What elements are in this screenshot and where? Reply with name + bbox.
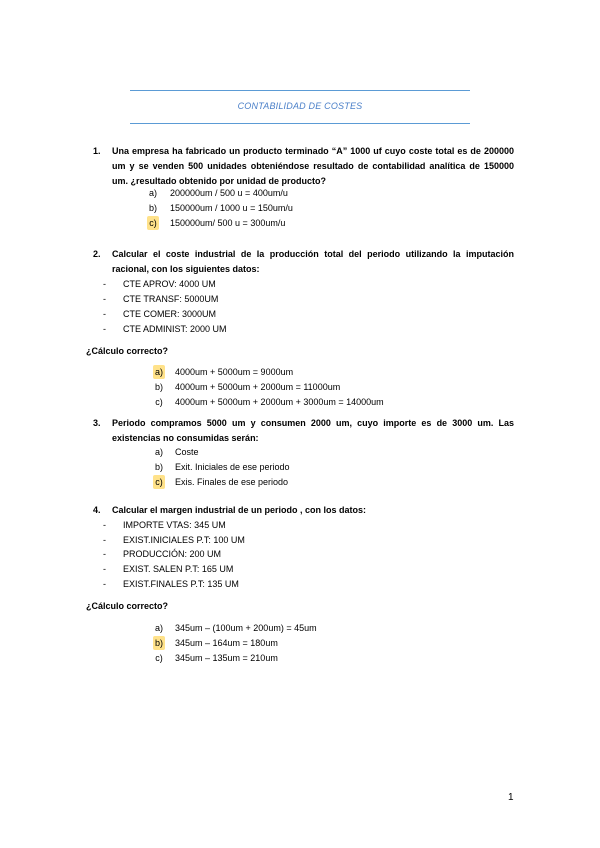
question-4-number: 4. bbox=[93, 505, 101, 515]
page-number: 1 bbox=[508, 792, 514, 803]
q2-option-c-letter: c) bbox=[155, 397, 163, 407]
q4-option-a: 345um – (100um + 200um) = 45um bbox=[175, 623, 317, 633]
q4-data-item: EXIST. SALEN P.T: 165 UM bbox=[123, 564, 234, 574]
q2-data-item: CTE APROV: 4000 UM bbox=[123, 279, 216, 289]
q1-option-a: 200000um / 500 u = 400um/u bbox=[170, 188, 288, 198]
list-dash: - bbox=[103, 294, 106, 304]
list-dash: - bbox=[103, 324, 106, 334]
q1-option-a-letter: a) bbox=[148, 188, 157, 198]
question-2-text: Calcular el coste industrial de la producción total del periodo utilizando la imputación racional, con los siguientes datos: bbox=[112, 249, 514, 274]
q3-option-c-letter: c) bbox=[153, 475, 165, 489]
q4-data-item: EXIST.FINALES P.T: 135 UM bbox=[123, 579, 239, 589]
header-rule-top bbox=[130, 90, 470, 91]
q2-data-item: CTE COMER: 3000UM bbox=[123, 309, 217, 319]
q2-data-item: CTE ADMINIST: 2000 UM bbox=[123, 324, 227, 334]
q3-option-a-letter: a) bbox=[154, 447, 163, 457]
list-dash: - bbox=[103, 309, 106, 319]
q2-sub-question: ¿Cálculo correcto? bbox=[86, 346, 169, 356]
q4-sub-question: ¿Cálculo correcto? bbox=[86, 601, 169, 611]
q2-option-a: 4000um + 5000um = 9000um bbox=[175, 367, 294, 377]
q4-data-item: IMPORTE VTAS: 345 UM bbox=[123, 520, 226, 530]
q3-option-c: Exis. Finales de ese periodo bbox=[175, 477, 289, 487]
q1-option-b-letter: b) bbox=[148, 203, 157, 213]
list-dash: - bbox=[103, 520, 106, 530]
q4-option-c-letter: c) bbox=[155, 653, 163, 663]
list-dash: - bbox=[103, 535, 106, 545]
question-3-number: 3. bbox=[93, 418, 101, 428]
list-dash: - bbox=[103, 564, 106, 574]
header-rule-bottom bbox=[130, 123, 470, 124]
q3-option-b-letter: b) bbox=[154, 462, 163, 472]
q2-option-c: 4000um + 5000um + 2000um + 3000um = 14000um bbox=[175, 397, 384, 407]
list-dash: - bbox=[103, 579, 106, 589]
list-dash: - bbox=[103, 549, 106, 559]
q1-option-c: 150000um/ 500 u = 300um/u bbox=[170, 218, 286, 228]
q3-option-a: Coste bbox=[175, 447, 199, 457]
q4-option-b: 345um – 164um = 180um bbox=[175, 638, 278, 648]
q4-option-c: 345um – 135um = 210um bbox=[175, 653, 278, 663]
list-dash: - bbox=[103, 279, 106, 289]
question-4-text: Calcular el margen industrial de un periodo , con los datos: bbox=[112, 505, 367, 515]
q4-option-b-letter: b) bbox=[154, 638, 163, 648]
q2-option-b-letter: b) bbox=[154, 382, 163, 392]
page-header-title: CONTABILIDAD DE COSTES bbox=[237, 101, 363, 111]
q1-option-b: 150000um / 1000 u = 150um/u bbox=[170, 203, 293, 213]
question-1-text: Una empresa ha fabricado un producto terminado “A” 1000 uf cuyo coste total es de 200000 um y se venden 500 unidades obteniéndose resultado de contabilidad analítica de 150000 um. ¿resultado obtenido por unidad de producto? bbox=[112, 146, 514, 186]
q4-data-item: PRODUCCIÓN: 200 UM bbox=[123, 549, 222, 559]
q4-option-a-letter: a) bbox=[154, 623, 163, 633]
q3-option-b: Exit. Iniciales de ese periodo bbox=[175, 462, 290, 472]
question-1-number: 1. bbox=[93, 146, 101, 156]
question-2-number: 2. bbox=[93, 249, 101, 259]
q2-option-b: 4000um + 5000um + 2000um = 11000um bbox=[175, 382, 341, 392]
q1-option-c-letter: c) bbox=[147, 216, 159, 230]
q4-data-item: EXIST.INICIALES P.T: 100 UM bbox=[123, 535, 245, 545]
q2-option-a-letter: a) bbox=[154, 367, 163, 377]
q2-data-item: CTE TRANSF: 5000UM bbox=[123, 294, 219, 304]
question-3-text: Periodo compramos 5000 um y consumen 2000 um, cuyo importe es de 3000 um. Las existencias no consumidas serán: bbox=[112, 418, 514, 443]
